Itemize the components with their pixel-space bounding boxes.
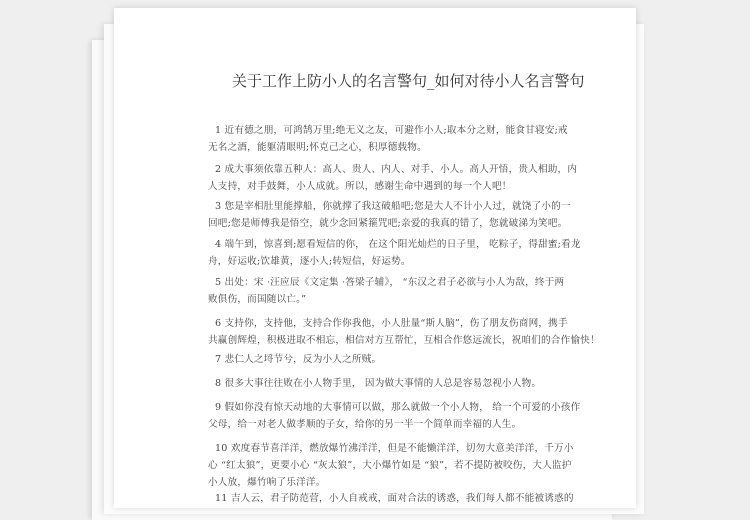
paragraph-line: 父母，给一对老人做孝顺的子女，给你的另一半一个简单而幸福的人生。	[208, 419, 522, 430]
paragraph-line: 回吧;您是师傅我是悟空，就少念回紧箍咒吧;亲爱的我真的错了，您就破涕为笑吧。	[208, 218, 568, 229]
paragraph-line: 共赢创辉煌，积极进取不相忘，相信对方互帮忙，互相合作悠远流长，祝咱们的合作愉快！	[208, 335, 600, 346]
paragraph-line: 人支持，对手鼓舞，小人成就。所以，感谢生命中遇到的每一个人吧！	[208, 181, 512, 192]
paragraph-line: 5 出处：宋 ·汪应辰《文定集 ·答梁子辅》， “东汉之君子必欲与小人为敌，终于两	[215, 277, 565, 288]
paragraph-line: 无名之酒，能躯清眼明;怀克己之心，积厚德载物。	[208, 142, 427, 153]
paragraph-line: 9 假如你没有惊天动地的大事情可以做，那么就做一个小人物， 给一个可爱的小孩作	[215, 402, 581, 413]
paragraph-line: 小人放，爆竹响了乐洋洋。	[208, 477, 326, 488]
paragraph-line: 1 近有德之朋，可鸿鹄万里;绝无义之友，可避作小人;取本分之财，能食甘寝安;戒	[215, 125, 568, 136]
paragraph-line: 8 很多大事往往败在小人物手里， 因为做大事情的人总是容易忽视小人物。	[215, 378, 542, 389]
paragraph-line: 舟，好运收;饮雄黄，逐小人;转短信，好运势。	[208, 256, 411, 267]
paragraph-line: 7 悲仁人之埒节兮，反为小人之所贼。	[215, 354, 382, 365]
paragraph-line: 6 支持你，支持他，支持合作你我他，小人肚量“斯人脑”，伤了朋友伤商网，携手	[215, 318, 568, 329]
document-page	[114, 8, 636, 508]
document-title: 关于工作上防小人的名言警句_如何对待小人名言警句	[232, 72, 585, 90]
paragraph-line: 心 “红太狼”，更要小心 “灰太狼”，大小爆竹如是 “狼”，若不提防被咬伤，大人监护	[208, 460, 572, 471]
paragraph-line: 4 端午到，惊喜到;愿看短信的你， 在这个阳光灿烂的日子里， 吃粽子，得甜蜜;看龙	[215, 239, 581, 250]
paragraph-line: 败俱伤，而国随以亡。”	[208, 294, 307, 305]
paragraph-line: 10 欢度春节喜洋洋，燃放爆竹沸洋洋，但是不能懒洋洋，切勿大意美洋洋，千万小	[215, 443, 574, 454]
paragraph-line: 2 成大事须依靠五种人：高人、贵人、内人、对手、小人。高人开悟，贵人相助，内	[215, 164, 578, 175]
paragraph-line: 3 您是宰相肚里能撑船，你就撑了我这破船吧;您是大人不计小人过，就饶了小的一	[215, 201, 571, 212]
paragraph-line: 11 吉人云，君子防范营，小人自戒戒，面对合法的诱惑，我们每人都不能被诱惑的	[215, 493, 574, 504]
